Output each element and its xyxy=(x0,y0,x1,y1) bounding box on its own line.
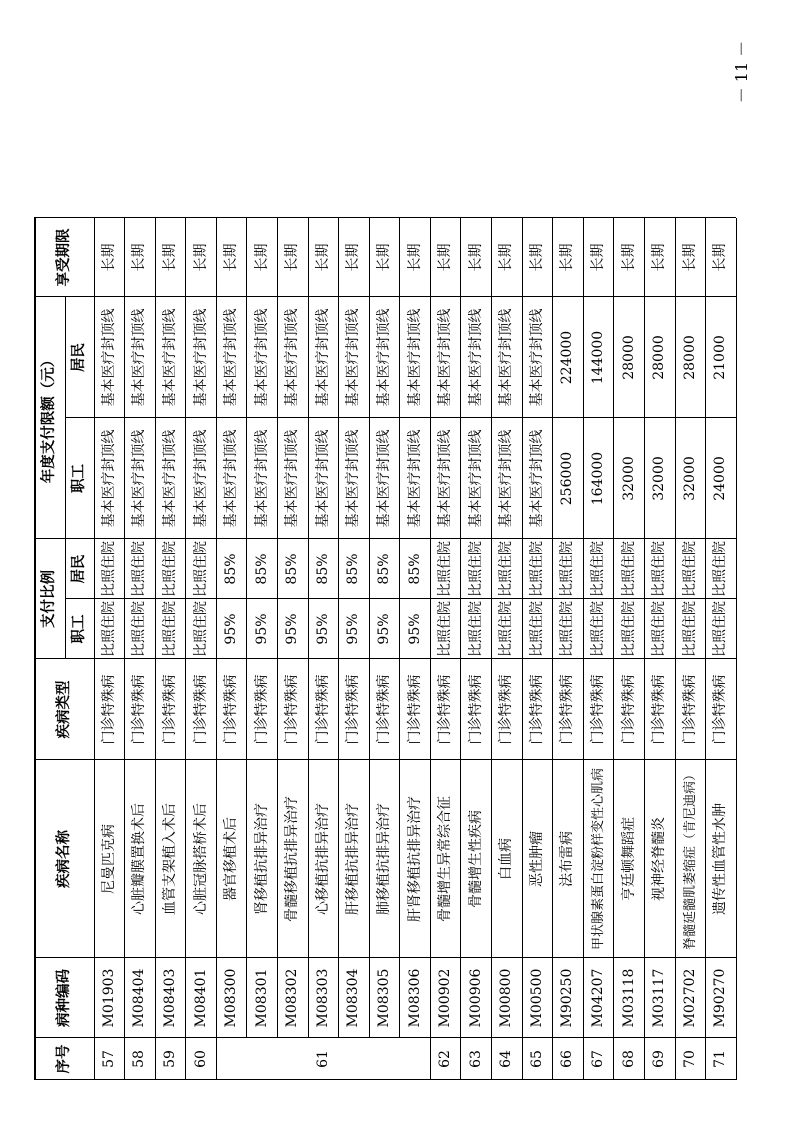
table-rule xyxy=(644,218,645,1080)
table-rule xyxy=(65,599,736,600)
row-period: 长期 xyxy=(284,243,301,272)
row-name: 白血病 xyxy=(498,838,515,880)
row-limit-resident: 基本医疗封顶线 xyxy=(314,308,331,407)
row-limit-resident: 21000 xyxy=(712,335,729,380)
row-code: M03117 xyxy=(651,968,668,1028)
row-seq: 63 xyxy=(467,1050,484,1068)
row-limit-resident: 基本医疗封顶线 xyxy=(376,308,392,407)
table-rule xyxy=(34,218,36,1080)
row-limit-resident: 基本医疗封顶线 xyxy=(253,308,270,407)
row-type: 门诊特殊病 xyxy=(223,674,240,745)
table-rule xyxy=(34,760,736,761)
row-limit-resident: 28000 xyxy=(681,335,698,380)
header-limit-resident: 居民 xyxy=(71,343,87,372)
row-limit-employee: 基本医疗封顶线 xyxy=(437,429,454,528)
row-type: 门诊特殊病 xyxy=(437,674,454,745)
table-rule xyxy=(34,217,736,219)
row-type: 门诊特殊病 xyxy=(161,674,178,745)
row-seq: 64 xyxy=(498,1050,515,1068)
row-period: 长期 xyxy=(437,243,454,272)
row-seq: 57 xyxy=(100,1050,117,1068)
header-period: 享受期限 xyxy=(55,228,72,287)
row-limit-resident: 基本医疗封顶线 xyxy=(437,308,454,407)
table-rule xyxy=(491,218,492,1080)
table-rule xyxy=(736,218,738,1080)
row-type: 门诊特殊病 xyxy=(681,674,698,745)
row-limit-resident: 基本医疗封顶线 xyxy=(131,308,148,407)
header-code: 病种编码 xyxy=(55,969,72,1027)
row-name: 亨廷顿舞蹈症 xyxy=(620,817,637,901)
row-seq: 65 xyxy=(528,1050,545,1068)
row-type: 门诊特殊病 xyxy=(131,674,148,745)
row-code: M01903 xyxy=(100,968,117,1028)
row-code: M08401 xyxy=(192,968,209,1028)
row-ratio-resident: 比照住院 xyxy=(437,541,454,597)
row-period: 长期 xyxy=(223,243,240,272)
table-rule xyxy=(34,539,736,540)
row-name: 血管支架植入术后 xyxy=(161,803,178,915)
row-period: 长期 xyxy=(467,243,484,272)
row-code: M08301 xyxy=(253,968,270,1028)
row-type: 门诊特殊病 xyxy=(498,674,515,745)
row-seq: 62 xyxy=(437,1050,454,1068)
row-type: 门诊特殊病 xyxy=(192,674,209,745)
row-ratio-employee: 比照住院 xyxy=(192,601,209,657)
row-ratio-employee: 比照住院 xyxy=(681,601,698,657)
header-ratio-resident: 居民 xyxy=(71,554,87,584)
table-rule xyxy=(94,218,95,1080)
row-limit-employee: 基本医疗封顶线 xyxy=(253,429,270,528)
header-limit-employee: 职工 xyxy=(71,464,87,493)
table-rule xyxy=(246,218,247,1038)
row-name: 肺移植抗排异治疗 xyxy=(376,803,392,915)
row-seq: 66 xyxy=(559,1050,576,1068)
row-limit-employee: 基本医疗封顶线 xyxy=(376,429,392,528)
row-seq: 61 xyxy=(314,1050,331,1068)
row-limit-employee: 256000 xyxy=(559,451,576,506)
row-seq: 60 xyxy=(192,1050,209,1068)
row-code: M90270 xyxy=(712,968,729,1028)
row-seq: 69 xyxy=(651,1050,668,1068)
row-seq: 59 xyxy=(161,1050,178,1068)
table-rule xyxy=(705,218,706,1080)
row-period: 长期 xyxy=(376,243,392,272)
row-code: M00500 xyxy=(528,968,545,1028)
row-ratio-resident: 比照住院 xyxy=(467,541,484,597)
row-code: M90250 xyxy=(559,968,576,1028)
row-name: 骨髓移植抗排异治疗 xyxy=(284,796,301,922)
row-code: M08300 xyxy=(223,968,240,1028)
row-type: 门诊特殊病 xyxy=(406,674,423,745)
row-limit-employee: 基本医疗封顶线 xyxy=(314,429,331,528)
table-rule xyxy=(34,1038,736,1039)
row-period: 长期 xyxy=(192,243,209,272)
row-limit-resident: 28000 xyxy=(620,335,637,380)
row-type: 门诊特殊病 xyxy=(528,674,545,745)
row-ratio-employee: 比照住院 xyxy=(559,601,576,657)
header-name: 疾病名称 xyxy=(55,830,72,888)
row-type: 门诊特殊病 xyxy=(590,674,607,745)
row-name: 心脏瓣膜置换术后 xyxy=(131,803,148,915)
header-ratio-group: 支付比例 xyxy=(41,570,57,628)
row-name: 肝移植抗排异治疗 xyxy=(345,803,362,915)
table-rule xyxy=(34,659,736,660)
table-rule xyxy=(216,218,217,1080)
row-ratio-resident: 比照住院 xyxy=(498,541,515,597)
row-type: 门诊特殊病 xyxy=(559,674,576,745)
row-ratio-resident: 比照住院 xyxy=(712,541,729,597)
row-ratio-employee: 比照住院 xyxy=(437,601,454,657)
row-name: 甲状腺素蛋白淀粉样变性心肌病 xyxy=(591,768,607,951)
row-ratio-resident: 比照住院 xyxy=(161,541,178,597)
row-ratio-resident: 比照住院 xyxy=(651,541,668,597)
table-rule xyxy=(430,218,431,1080)
row-name: 遗传性血管性水肿 xyxy=(712,803,729,915)
row-limit-resident: 224000 xyxy=(559,330,576,385)
row-code: M00906 xyxy=(467,968,484,1028)
row-limit-resident: 基本医疗封顶线 xyxy=(345,308,362,407)
row-limit-employee: 基本医疗封顶线 xyxy=(528,429,545,528)
row-code: M08302 xyxy=(284,968,301,1028)
row-period: 长期 xyxy=(498,243,515,272)
row-type: 门诊特殊病 xyxy=(253,674,270,745)
row-period: 长期 xyxy=(161,243,178,272)
row-name: 心移植抗排异治疗 xyxy=(314,803,331,915)
row-period: 长期 xyxy=(100,243,117,272)
row-type: 门诊特殊病 xyxy=(712,674,729,745)
row-code: M03118 xyxy=(620,968,637,1028)
row-name: 骨髓增生性疾病 xyxy=(467,810,484,908)
row-ratio-employee: 比照住院 xyxy=(712,601,729,657)
table-rule xyxy=(34,1079,736,1081)
table-rule xyxy=(399,218,400,1038)
row-name: 视神经脊髓炎 xyxy=(651,817,668,901)
row-name: 心脏冠脉搭桥术后 xyxy=(192,803,209,915)
table-rule xyxy=(124,218,125,1080)
row-period: 长期 xyxy=(559,243,576,272)
row-period: 长期 xyxy=(345,243,362,272)
row-seq: 68 xyxy=(620,1050,637,1068)
row-name: 肝肾移植抗排异治疗 xyxy=(406,796,423,922)
row-limit-resident: 基本医疗封顶线 xyxy=(284,308,301,407)
table-rule xyxy=(338,218,339,1038)
row-seq: 71 xyxy=(712,1050,729,1068)
row-code: M00800 xyxy=(498,968,515,1028)
row-period: 长期 xyxy=(528,243,545,272)
row-ratio-resident: 85% xyxy=(376,553,392,585)
row-limit-resident: 基本医疗封顶线 xyxy=(223,308,240,407)
row-period: 长期 xyxy=(712,243,729,272)
row-name: 器官移植术后 xyxy=(223,817,240,901)
row-code: M08404 xyxy=(131,968,148,1028)
row-limit-employee: 164000 xyxy=(590,451,607,506)
row-ratio-resident: 比照住院 xyxy=(100,541,117,597)
row-period: 长期 xyxy=(620,243,637,272)
row-ratio-resident: 比照住院 xyxy=(528,541,545,597)
table-rule xyxy=(65,297,66,659)
row-code: M02702 xyxy=(681,968,698,1028)
row-limit-employee: 基本医疗封顶线 xyxy=(192,429,209,528)
row-limit-resident: 基本医疗封顶线 xyxy=(100,308,117,407)
row-ratio-resident: 85% xyxy=(406,553,423,585)
row-type: 门诊特殊病 xyxy=(651,674,668,745)
row-code: M08306 xyxy=(406,968,423,1028)
row-ratio-employee: 比照住院 xyxy=(528,601,545,657)
row-name: 法布雷病 xyxy=(559,831,576,887)
row-ratio-resident: 比照住院 xyxy=(681,541,698,597)
row-type: 门诊特殊病 xyxy=(314,674,331,745)
row-limit-resident: 基本医疗封顶线 xyxy=(467,308,484,407)
row-limit-resident: 基本医疗封顶线 xyxy=(406,308,423,407)
row-limit-employee: 基本医疗封顶线 xyxy=(131,429,148,528)
row-code: M08305 xyxy=(376,968,392,1028)
row-code: M08303 xyxy=(314,968,331,1028)
table-rule xyxy=(308,218,309,1038)
row-ratio-employee: 95% xyxy=(284,613,301,645)
row-type: 门诊特殊病 xyxy=(100,674,117,745)
row-period: 长期 xyxy=(314,243,331,272)
row-ratio-resident: 比照住院 xyxy=(131,541,148,597)
row-ratio-employee: 比照住院 xyxy=(100,601,117,657)
row-seq: 67 xyxy=(590,1050,607,1068)
row-ratio-employee: 比照住院 xyxy=(498,601,515,657)
row-type: 门诊特殊病 xyxy=(467,674,484,745)
table-rule xyxy=(613,218,614,1080)
row-ratio-employee: 比照住院 xyxy=(590,601,607,657)
row-limit-employee: 基本医疗封顶线 xyxy=(284,429,301,528)
row-ratio-resident: 比照住院 xyxy=(559,541,576,597)
row-ratio-resident: 85% xyxy=(253,553,270,585)
row-limit-resident: 28000 xyxy=(651,335,668,380)
row-limit-resident: 基本医疗封顶线 xyxy=(528,308,545,407)
row-type: 门诊特殊病 xyxy=(376,674,392,745)
row-limit-resident: 基本医疗封顶线 xyxy=(498,308,515,407)
row-name: 脊髓延髓肌萎缩症（肯尼迪病） xyxy=(682,768,698,951)
row-type: 门诊特殊病 xyxy=(620,674,637,745)
row-limit-resident: 基本医疗封顶线 xyxy=(161,308,178,407)
row-ratio-employee: 95% xyxy=(345,613,362,645)
row-ratio-employee: 95% xyxy=(314,613,331,645)
row-limit-resident: 144000 xyxy=(590,330,607,385)
row-limit-employee: 基本医疗封顶线 xyxy=(223,429,240,528)
row-ratio-resident: 85% xyxy=(314,553,331,585)
table-rule xyxy=(155,218,156,1080)
row-period: 长期 xyxy=(131,243,148,272)
row-code: M08304 xyxy=(345,968,362,1028)
row-ratio-employee: 比照住院 xyxy=(651,601,668,657)
row-ratio-resident: 比照住院 xyxy=(590,541,607,597)
table-rule xyxy=(460,218,461,1080)
table-rule xyxy=(34,958,736,959)
table-rule xyxy=(65,418,736,419)
header-seq: 序号 xyxy=(55,1044,72,1074)
row-limit-employee: 32000 xyxy=(620,456,637,501)
row-period: 长期 xyxy=(406,243,423,272)
row-name: 骨髓增生异常综合征 xyxy=(437,796,454,922)
row-period: 长期 xyxy=(651,243,668,272)
row-ratio-employee: 比照住院 xyxy=(161,601,178,657)
row-ratio-employee: 95% xyxy=(376,613,392,645)
table-rule xyxy=(583,218,584,1080)
page-number: － 11 － xyxy=(731,40,751,104)
row-type: 门诊特殊病 xyxy=(284,674,301,745)
row-ratio-employee: 95% xyxy=(406,613,423,645)
row-ratio-resident: 比照住院 xyxy=(620,541,637,597)
row-ratio-resident: 85% xyxy=(223,553,240,585)
row-ratio-resident: 85% xyxy=(345,553,362,585)
row-ratio-employee: 比照住院 xyxy=(620,601,637,657)
header-limit-group: 年度支付限额（元） xyxy=(41,352,57,484)
row-ratio-resident: 比照住院 xyxy=(192,541,209,597)
row-code: M00902 xyxy=(437,968,454,1028)
row-ratio-employee: 比照住院 xyxy=(467,601,484,657)
row-limit-employee: 基本医疗封顶线 xyxy=(406,429,423,528)
row-limit-employee: 基本医疗封顶线 xyxy=(467,429,484,528)
row-limit-employee: 32000 xyxy=(651,456,668,501)
header-ratio-employee: 职工 xyxy=(71,614,87,644)
row-type: 门诊特殊病 xyxy=(345,674,362,745)
row-code: M04207 xyxy=(590,968,607,1028)
row-limit-employee: 基本医疗封顶线 xyxy=(161,429,178,528)
row-limit-employee: 32000 xyxy=(681,456,698,501)
row-ratio-employee: 95% xyxy=(223,613,240,645)
row-limit-employee: 24000 xyxy=(712,456,729,501)
row-ratio-employee: 比照住院 xyxy=(131,601,148,657)
header-type: 疾病类型 xyxy=(55,680,72,739)
row-limit-employee: 基本医疗封顶线 xyxy=(100,429,117,528)
table-rule xyxy=(552,218,553,1080)
table-rule xyxy=(277,218,278,1038)
table-rule xyxy=(675,218,676,1080)
row-seq: 70 xyxy=(681,1050,698,1068)
row-code: M08403 xyxy=(161,968,178,1028)
row-period: 长期 xyxy=(253,243,270,272)
row-limit-employee: 基本医疗封顶线 xyxy=(345,429,362,528)
row-period: 长期 xyxy=(590,243,607,272)
table-rule xyxy=(369,218,370,1038)
row-name: 肾移植抗排异治疗 xyxy=(253,803,270,915)
row-ratio-resident: 85% xyxy=(284,553,301,585)
row-ratio-employee: 95% xyxy=(253,613,270,645)
row-name: 尼曼匹克病 xyxy=(100,824,117,894)
table-rule xyxy=(522,218,523,1080)
row-seq: 58 xyxy=(131,1050,148,1068)
row-limit-employee: 基本医疗封顶线 xyxy=(498,429,515,528)
table-rule xyxy=(185,218,186,1080)
table-rule xyxy=(34,297,736,298)
row-name: 恶性肿瘤 xyxy=(528,831,545,887)
row-period: 长期 xyxy=(681,243,698,272)
row-limit-resident: 基本医疗封顶线 xyxy=(192,308,209,407)
